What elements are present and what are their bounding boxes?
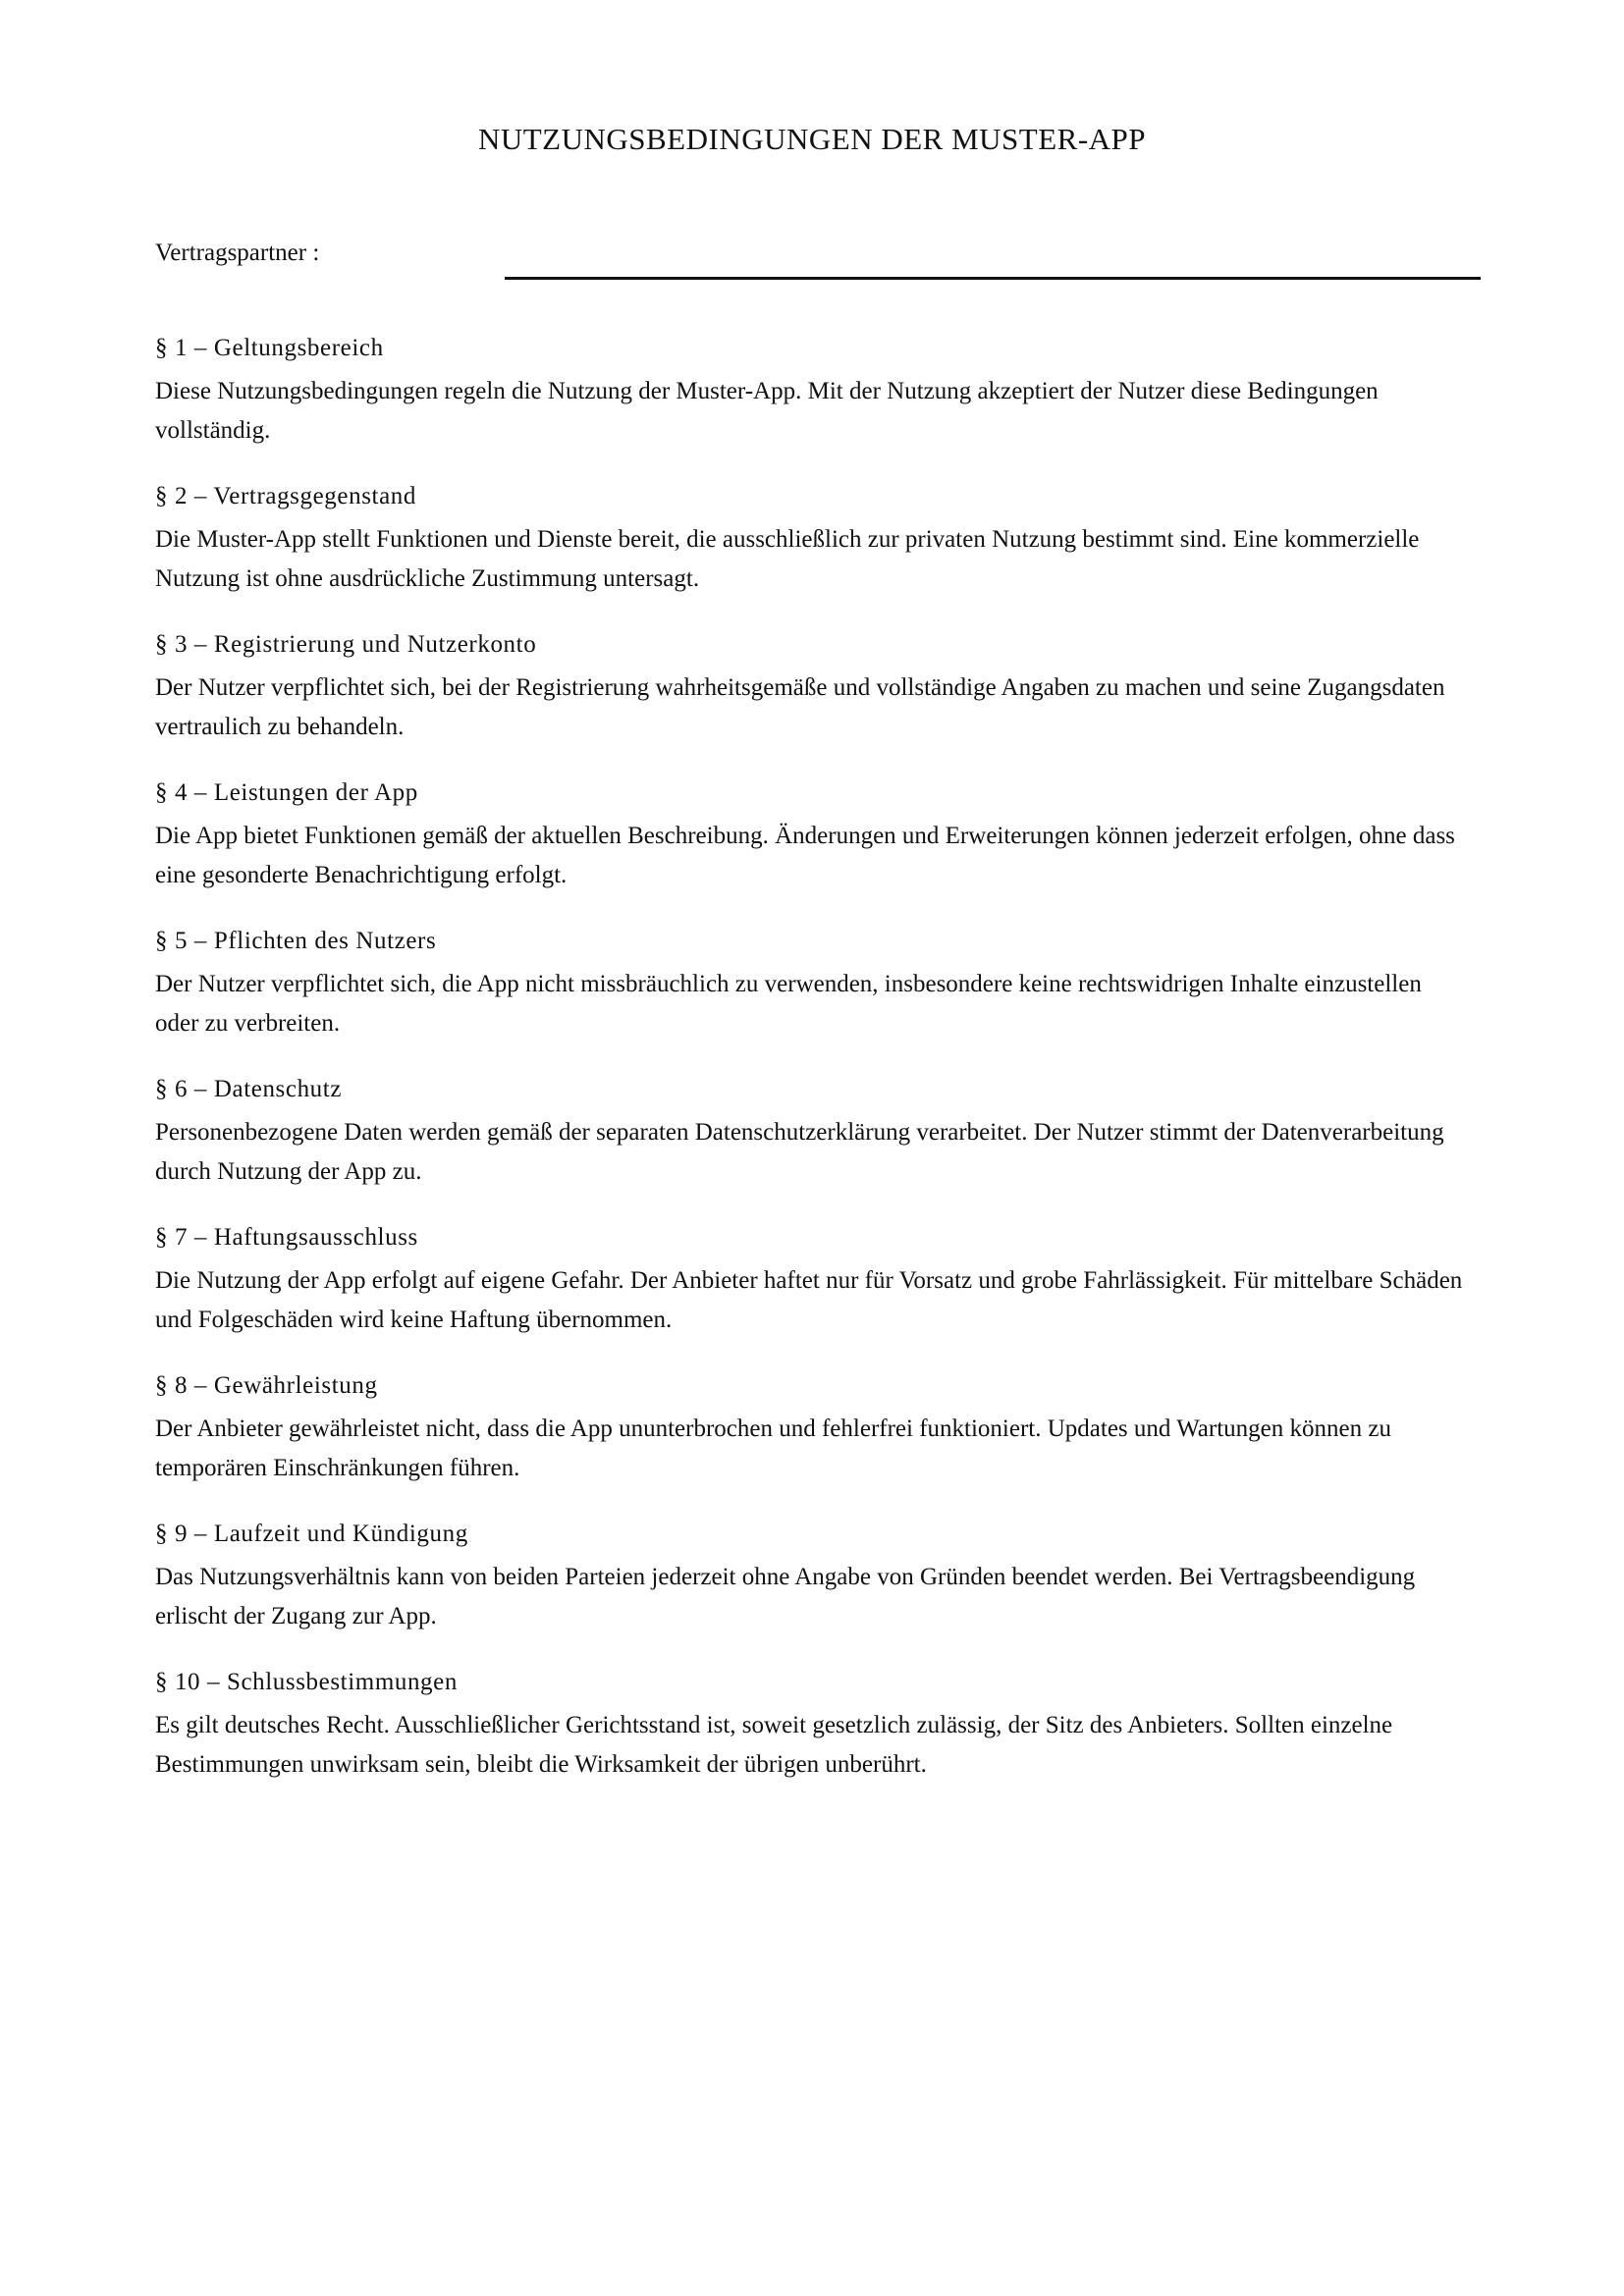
section-text: Personenbezogene Daten werden gemäß der separaten Datenschutzerklärung verarbeitet. Der Nutzer stimmt der Datenverarbeitung durch Nutzung der App zu.	[155, 1119, 1444, 1185]
section-7	[155, 1221, 1471, 1340]
contract-partner-label: Vertragspartner :	[155, 240, 320, 266]
section-text: Die Nutzung der App erfolgt auf eigene Gefahr. Der Anbieter haftet nur für Vorsatz und grobe Fahrlässigkeit. Für mittelbare Schäden und Folgeschäden wird keine Haftung übernommen.	[155, 1267, 1463, 1333]
section-3	[155, 628, 1471, 747]
section-heading: § 3 – Registrierung und Nutzerkonto	[155, 631, 537, 658]
section-heading: § 1 – Geltungsbereich	[155, 335, 384, 361]
section-heading: § 6 – Datenschutz	[155, 1076, 343, 1102]
section-text: Der Nutzer verpflichtet sich, bei der Registrierung wahrheitsgemäße und vollständige Angaben zu machen und seine Zugangsdaten vertraulich zu behandeln.	[155, 674, 1445, 740]
section-heading: § 10 – Schlussbestimmungen	[155, 1669, 458, 1695]
document-title: NUTZUNGSBEDINGUNGEN DER MUSTER-APP	[477, 122, 1147, 156]
section-text: Die Muster-App stellt Funktionen und Dienste bereit, die ausschließlich zur privaten Nutzung bestimmt sind. Eine kommerzielle Nutzung ist ohne ausdrückliche Zustimmung untersagt.	[155, 526, 1420, 592]
section-2	[155, 480, 1471, 599]
contract-partner-row	[155, 236, 1481, 275]
section-5	[155, 925, 1471, 1043]
contract-partner-signature-line	[505, 277, 1481, 280]
section-text: Das Nutzungsverhältnis kann von beiden Parteien jederzeit ohne Angabe von Gründen beendet werden. Bei Vertragsbeendigung erlischt der Zugang zur App.	[155, 1564, 1416, 1629]
section-6	[155, 1073, 1471, 1192]
section-heading: § 4 – Leistungen der App	[155, 779, 418, 806]
section-1	[155, 332, 1471, 451]
section-text: Die App bietet Funktionen gemäß der aktuellen Beschreibung. Änderungen und Erweiterungen können jederzeit erfolgen, ohne dass eine gesonderte Benachrichtigung erfolgt.	[155, 823, 1455, 888]
section-4	[155, 776, 1471, 895]
section-heading: § 5 – Pflichten des Nutzers	[155, 928, 437, 954]
section-9	[155, 1518, 1471, 1636]
section-text: Der Anbieter gewährleistet nicht, dass die App ununterbrochen und fehlerfrei funktioniert. Updates und Wartungen können zu temporären Einschränkungen führen.	[155, 1415, 1391, 1481]
section-text: Diese Nutzungsbedingungen regeln die Nutzung der Muster-App. Mit der Nutzung akzeptiert der Nutzer diese Bedingungen vollständig.	[155, 378, 1379, 444]
section-8	[155, 1369, 1471, 1488]
section-10	[155, 1666, 1471, 1785]
terms-sections	[155, 332, 1471, 1814]
section-heading: § 9 – Laufzeit und Kündigung	[155, 1521, 468, 1547]
section-heading: § 2 – Vertragsgegenstand	[155, 483, 416, 509]
section-heading: § 7 – Haftungsausschluss	[155, 1224, 418, 1251]
section-text: Es gilt deutsches Recht. Ausschließlicher Gerichtsstand ist, soweit gesetzlich zulässig, der Sitz des Anbieters. Sollten einzelne Bestimmungen unwirksam sein, bleibt die Wirksamkeit der übrigen unberührt.	[155, 1712, 1393, 1778]
section-text: Der Nutzer verpflichtet sich, die App nicht missbräuchlich zu verwenden, insbesondere keine rechtswidrigen Inhalte einzustellen oder zu verbreiten.	[155, 971, 1422, 1037]
section-heading: § 8 – Gewährleistung	[155, 1372, 378, 1399]
